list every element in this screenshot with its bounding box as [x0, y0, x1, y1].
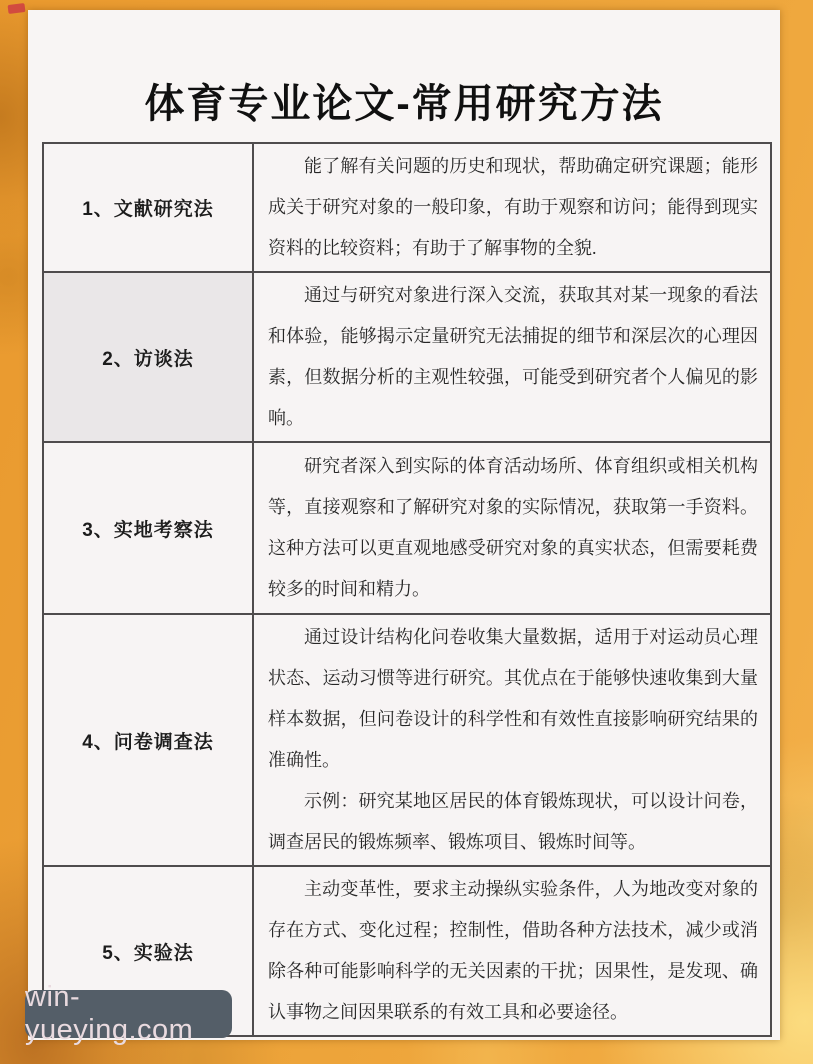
description-paragraph: 通过与研究对象进行深入交流，获取其对某一现象的看法和体验，能够揭示定量研究无法捕捉的细节和深层次的心理因素，但数据分析的主观性较强，可能受到研究者个人偏见的影响。 — [268, 285, 758, 428]
method-description-field-investigation — [253, 442, 771, 614]
description-example-paragraph: 示例：研究某地区居民的体育锻炼现状，可以设计问卷，调查居民的锻炼频率、锻炼项目、锻炼时间等。 — [268, 791, 758, 852]
watermark-badge: win-yueying.com — [25, 990, 232, 1038]
table-row-literature-research — [43, 143, 771, 272]
document-panel — [28, 10, 780, 1040]
method-description-literature-research — [253, 143, 771, 272]
method-name-literature-research: 1、文献研究法 — [43, 143, 253, 272]
description-paragraph: 主动变革性，要求主动操纵实验条件，人为地改变对象的存在方式、变化过程；控制性，借助各种方法技术，减少或消除各种可能影响科学的无关因素的干扰；因果性，是发现、确认事物之间因果联系的有效工具和必要途径。 — [268, 879, 758, 1022]
description-paragraph: 能了解有关问题的历史和现状，帮助确定研究课题；能形成关于研究对象的一般印象，有助于观察和访问；能得到现实资料的比较资料；有助于了解事物的全貌. — [268, 156, 758, 258]
table-row-field-investigation — [43, 442, 771, 614]
method-description-experiment — [253, 866, 771, 1036]
page-title: 体育专业论文-常用研究方法 — [144, 82, 664, 126]
description-paragraph: 研究者深入到实际的体育活动场所、体育组织或相关机构等，直接观察和了解研究对象的实际情况，获取第一手资料。这种方法可以更直观地感受研究对象的真实状态，但需要耗费较多的时间和精力。 — [268, 456, 758, 599]
method-description-questionnaire-survey — [253, 614, 771, 866]
frame-paint-mark — [8, 3, 26, 14]
description-paragraph: 通过设计结构化问卷收集大量数据，适用于对运动员心理状态、运动习惯等进行研究。其优点在于能够快速收集到大量样本数据，但问卷设计的科学性和有效性直接影响研究结果的准确性。 — [268, 627, 758, 770]
method-name-interview: 2、访谈法 — [43, 272, 253, 442]
method-name-field-investigation: 3、实地考察法 — [43, 442, 253, 614]
table-row-interview — [43, 272, 771, 442]
method-name-questionnaire-survey: 4、问卷调查法 — [43, 614, 253, 866]
table-row-questionnaire-survey — [43, 614, 771, 866]
research-methods-table — [42, 142, 772, 1037]
method-name-experiment: 5、实验法 — [43, 866, 253, 1036]
method-description-interview — [253, 272, 771, 442]
